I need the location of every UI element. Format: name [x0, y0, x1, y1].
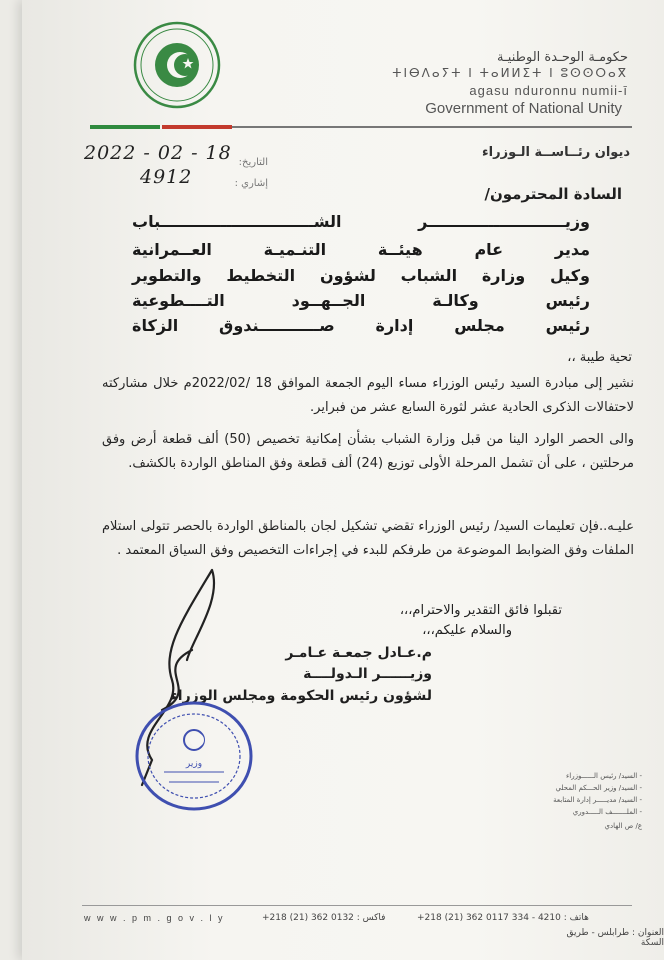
- svg-text:وزير: وزير: [185, 759, 203, 769]
- body-paragraph: والى الحصر الوارد الينا من قبل وزارة الشباب بشأن إمكانية تخصيص (50) ألف قطعة أرض وفق مرحلتين ، على أن تشمل المرحلة الأولى توزيع (24) ألف قطعة وفق المناطق الواردة بالكشف.: [102, 432, 634, 471]
- closing-line: والسلام عليكم،،،: [422, 623, 512, 638]
- recipient-line: مدير عام هيئــة التنـميـة العــمرانية: [132, 240, 590, 259]
- greeting: تحية طيبة ،،: [567, 350, 632, 365]
- signatory-role: لشؤون رئيس الحكومة ومجلس الوزراء: [170, 688, 432, 704]
- cc-item: - السيد/ وزير الحـــكم المحلي: [555, 784, 642, 792]
- header-rule: [232, 126, 632, 128]
- official-stamp-icon: [134, 700, 254, 812]
- body-paragraph: عليـه..فإن تعليمات السيد/ رئيس الوزراء تقضي تشكيل لجان بالمناطق الواردة بالحصر تتولى استلام الملفات وفق الضوابط الموضوعة من طرفكم للبدء في إجراءات التخصيص وفق السياق المعتمد .: [102, 519, 634, 558]
- header-rule-green: [90, 125, 160, 129]
- reference-label: إشاري :: [234, 178, 268, 189]
- cc-item: - الملـــــــف الـــــدوري: [572, 808, 642, 816]
- letter-page: [22, 0, 664, 960]
- government-tifinagh-name: ⵜⵏⴱⴷⴰⵢⵜ ⵏ ⵜⴰⵍⵍⵉⵜ ⵏ ⵓⵙⵙⵔⴰⴳ: [392, 66, 628, 80]
- government-english-name: Government of National Unity: [425, 100, 622, 117]
- body-paragraph: نشير إلى مبادرة السيد رئيس الوزراء مساء اليوم الجمعة الموافق 18 /2022/02م خلال مشاركته لاحتفالات الذكرى الحادية عشر لثورة السابع عشر من فبراير.: [102, 376, 635, 415]
- salutation: السادة المحترمون/: [484, 185, 622, 203]
- reference-value: 4912: [140, 166, 193, 188]
- recipient-line: وزيـــــــــــــــــــــــــر الشــــــــــــــــــــــــــــباب: [132, 212, 590, 231]
- signatory-name: م.عـادل جمعـة عـامـر: [285, 645, 432, 661]
- government-amazigh-name: agasu nduronnu numii-ī: [469, 83, 628, 98]
- closing-line: تقبلوا فائق التقدير والاحترام،،،: [399, 603, 562, 618]
- signatory-title: وزيــــــر الـدولــــة: [303, 666, 432, 682]
- footer-address: العنوان : طرابلس - طريق السكة: [566, 928, 664, 948]
- recipient-line: رئيس مجلس إدارة صـــــــــــندوق الزكاة: [132, 316, 590, 335]
- government-arabic-name: حكومـة الوحـدة الوطنيـة: [497, 50, 628, 65]
- footer-phone: هاتف : 4210 - 334 0117 362 (21) 218+: [417, 913, 589, 923]
- footer-website: w w w . p m . g o v . l y: [84, 913, 225, 923]
- date-label: التاريخ:: [238, 157, 268, 168]
- footer-rule: [82, 905, 632, 906]
- cc-item: ع/ ص الهادي: [604, 822, 642, 830]
- recipient-line: رئيس وكالـة الجــهــود التــــطوعية: [132, 291, 590, 310]
- cc-item: - السيد/ مديـــــر إدارة المتابعة: [553, 796, 642, 804]
- libya-emblem-icon: [132, 20, 222, 110]
- header-rule-red: [162, 125, 232, 129]
- date-value: 2022 - 02 - 18: [84, 142, 232, 164]
- recipient-line: وكيل وزارة الشباب لشؤون التخطيط والتطوير: [132, 266, 590, 285]
- cc-item: - السيد/ رئيس الــــــوزراء: [565, 772, 642, 780]
- cabinet-office-label: ديوان رئــاســة الـوزراء: [482, 145, 630, 160]
- footer-fax: فاكس : 0132 362 (21) 218+: [262, 913, 386, 923]
